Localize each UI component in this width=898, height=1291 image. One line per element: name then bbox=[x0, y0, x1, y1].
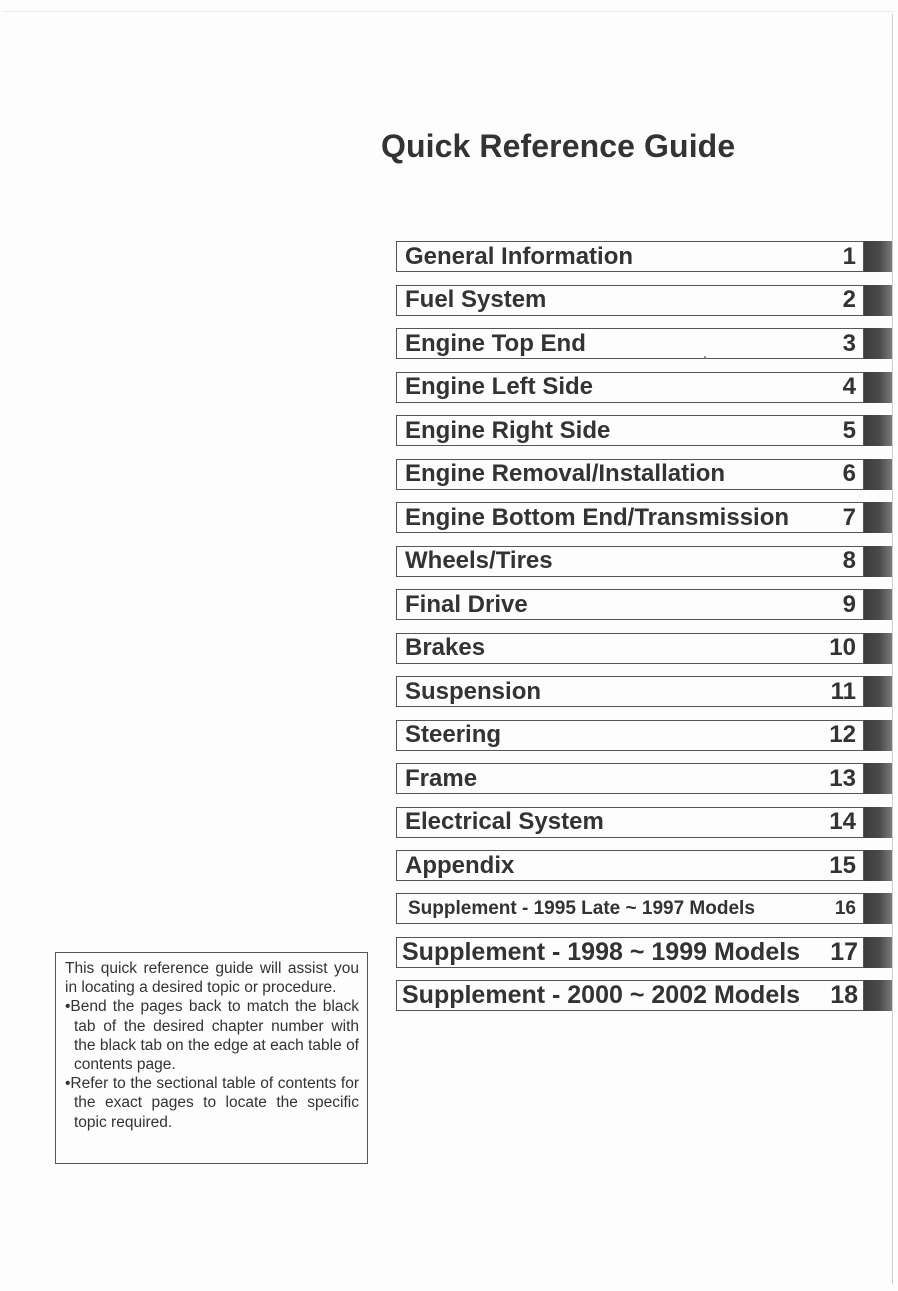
black-tab bbox=[864, 763, 892, 794]
toc-item-label: Appendix bbox=[405, 851, 515, 879]
black-tab bbox=[864, 850, 892, 881]
page-right-edge bbox=[892, 14, 893, 1284]
toc-item-box bbox=[396, 372, 864, 403]
toc-item-number: 15 bbox=[829, 851, 856, 879]
toc-item-number: 5 bbox=[842, 416, 856, 444]
toc-item-wheels-tires[interactable] bbox=[396, 546, 892, 577]
black-tab bbox=[864, 285, 892, 316]
black-tab bbox=[864, 415, 892, 446]
toc-item-box bbox=[396, 676, 864, 707]
print-speck bbox=[704, 356, 706, 358]
toc-item-label: Electrical System bbox=[405, 808, 604, 835]
toc-item-general-information[interactable] bbox=[396, 241, 892, 272]
toc-item-label: Engine Left Side bbox=[405, 373, 594, 400]
toc-item-box bbox=[396, 633, 864, 664]
toc-item-number: 4 bbox=[842, 373, 856, 400]
toc-item-box bbox=[396, 807, 864, 838]
toc-item-label: Engine Removal/Installation bbox=[405, 460, 726, 487]
black-tab bbox=[864, 589, 892, 620]
toc-item-appendix[interactable] bbox=[396, 850, 892, 881]
toc-item-box bbox=[396, 459, 864, 490]
toc-item-box bbox=[396, 980, 864, 1011]
toc-item-supplement-2000-2002[interactable] bbox=[396, 980, 892, 1011]
toc-item-number: 18 bbox=[830, 981, 858, 1009]
toc-item-number: 1 bbox=[842, 242, 856, 270]
toc-item-engine-bottom-end-transmission[interactable] bbox=[396, 502, 892, 533]
note-bullet: •Refer to the sectional table of contents for the exact pages to locate the specific topic required. bbox=[65, 1075, 359, 1131]
toc-item-box bbox=[396, 546, 864, 577]
toc-item-brakes[interactable] bbox=[396, 633, 892, 664]
toc-item-number: 8 bbox=[842, 547, 856, 574]
black-tab bbox=[864, 980, 892, 1011]
black-tab bbox=[864, 459, 892, 490]
toc-item-number: 13 bbox=[829, 764, 856, 792]
toc-item-frame[interactable] bbox=[396, 763, 892, 794]
toc-item-label: Brakes bbox=[405, 634, 486, 661]
toc-item-box bbox=[396, 937, 864, 968]
toc-item-label: Frame bbox=[405, 764, 478, 792]
toc-item-engine-removal-installation[interactable] bbox=[396, 459, 892, 490]
toc-item-number: 10 bbox=[829, 634, 856, 661]
black-tab bbox=[864, 720, 892, 751]
toc-item-fuel-system[interactable] bbox=[396, 285, 892, 316]
toc-item-number: 14 bbox=[829, 808, 856, 835]
toc-item-number: 16 bbox=[834, 898, 856, 919]
usage-note-box bbox=[55, 952, 368, 1164]
black-tab bbox=[864, 502, 892, 533]
toc-item-label: General Information bbox=[405, 242, 634, 270]
toc-item-engine-left-side[interactable] bbox=[396, 372, 892, 403]
black-tab bbox=[864, 241, 892, 272]
black-tab bbox=[864, 546, 892, 577]
toc-item-steering[interactable] bbox=[396, 720, 892, 751]
toc-item-number: 11 bbox=[830, 677, 856, 705]
toc-item-box bbox=[396, 328, 864, 359]
toc-item-label: Engine Right Side bbox=[405, 416, 611, 444]
toc-item-number: 9 bbox=[842, 590, 856, 618]
note-intro: This quick reference guide will assist you in locating a desired topic or procedure. bbox=[65, 960, 359, 997]
toc-item-label: Suspension bbox=[405, 677, 542, 705]
toc-item-suspension[interactable] bbox=[396, 676, 892, 707]
toc-item-label: Supplement - 1995 Late ~ 1997 Models bbox=[408, 898, 755, 919]
toc-item-engine-top-end[interactable] bbox=[396, 328, 892, 359]
toc-item-box bbox=[396, 285, 864, 316]
black-tab bbox=[864, 328, 892, 359]
black-tab bbox=[864, 633, 892, 664]
toc-item-final-drive[interactable] bbox=[396, 589, 892, 620]
toc-item-label: Engine Bottom End/Transmission bbox=[405, 503, 790, 531]
black-tab bbox=[864, 807, 892, 838]
toc-item-supplement-1998-1999[interactable] bbox=[396, 937, 892, 968]
toc-item-box bbox=[396, 502, 864, 533]
black-tab bbox=[864, 676, 892, 707]
toc-item-label: Steering bbox=[405, 721, 502, 748]
toc-item-electrical-system[interactable] bbox=[396, 807, 892, 838]
toc-item-label: Supplement - 2000 ~ 2002 Models bbox=[402, 981, 801, 1009]
toc-item-box bbox=[396, 241, 864, 272]
toc-item-number: 2 bbox=[842, 286, 856, 313]
toc-item-number: 7 bbox=[842, 503, 856, 531]
black-tab bbox=[864, 372, 892, 403]
toc-item-box bbox=[396, 415, 864, 446]
toc-item-box bbox=[396, 763, 864, 794]
page-top-edge bbox=[4, 11, 894, 12]
black-tab bbox=[864, 937, 892, 968]
toc-item-label: Supplement - 1998 ~ 1999 Models bbox=[402, 937, 801, 966]
toc-item-engine-right-side[interactable] bbox=[396, 415, 892, 446]
toc-item-box bbox=[396, 589, 864, 620]
toc-item-supplement-1995-1997[interactable] bbox=[396, 893, 892, 924]
toc-item-number: 6 bbox=[842, 460, 856, 487]
page-title: Quick Reference Guide bbox=[381, 128, 736, 164]
note-bullet: •Bend the pages back to match the black tab of the desired chapter number with the black tab on the edge at each table of contents page. bbox=[65, 998, 359, 1074]
toc-item-number: 17 bbox=[830, 937, 858, 966]
toc-item-number: 12 bbox=[829, 721, 856, 748]
toc-item-label: Wheels/Tires bbox=[405, 547, 553, 574]
toc-item-box bbox=[396, 720, 864, 751]
toc-item-box bbox=[396, 893, 864, 924]
toc-item-box bbox=[396, 850, 864, 881]
black-tab bbox=[864, 893, 892, 924]
toc-item-number: 3 bbox=[842, 329, 856, 357]
toc-item-label: Engine Top End bbox=[405, 329, 586, 357]
toc-item-label: Fuel System bbox=[405, 286, 547, 313]
toc-item-label: Final Drive bbox=[405, 590, 528, 618]
